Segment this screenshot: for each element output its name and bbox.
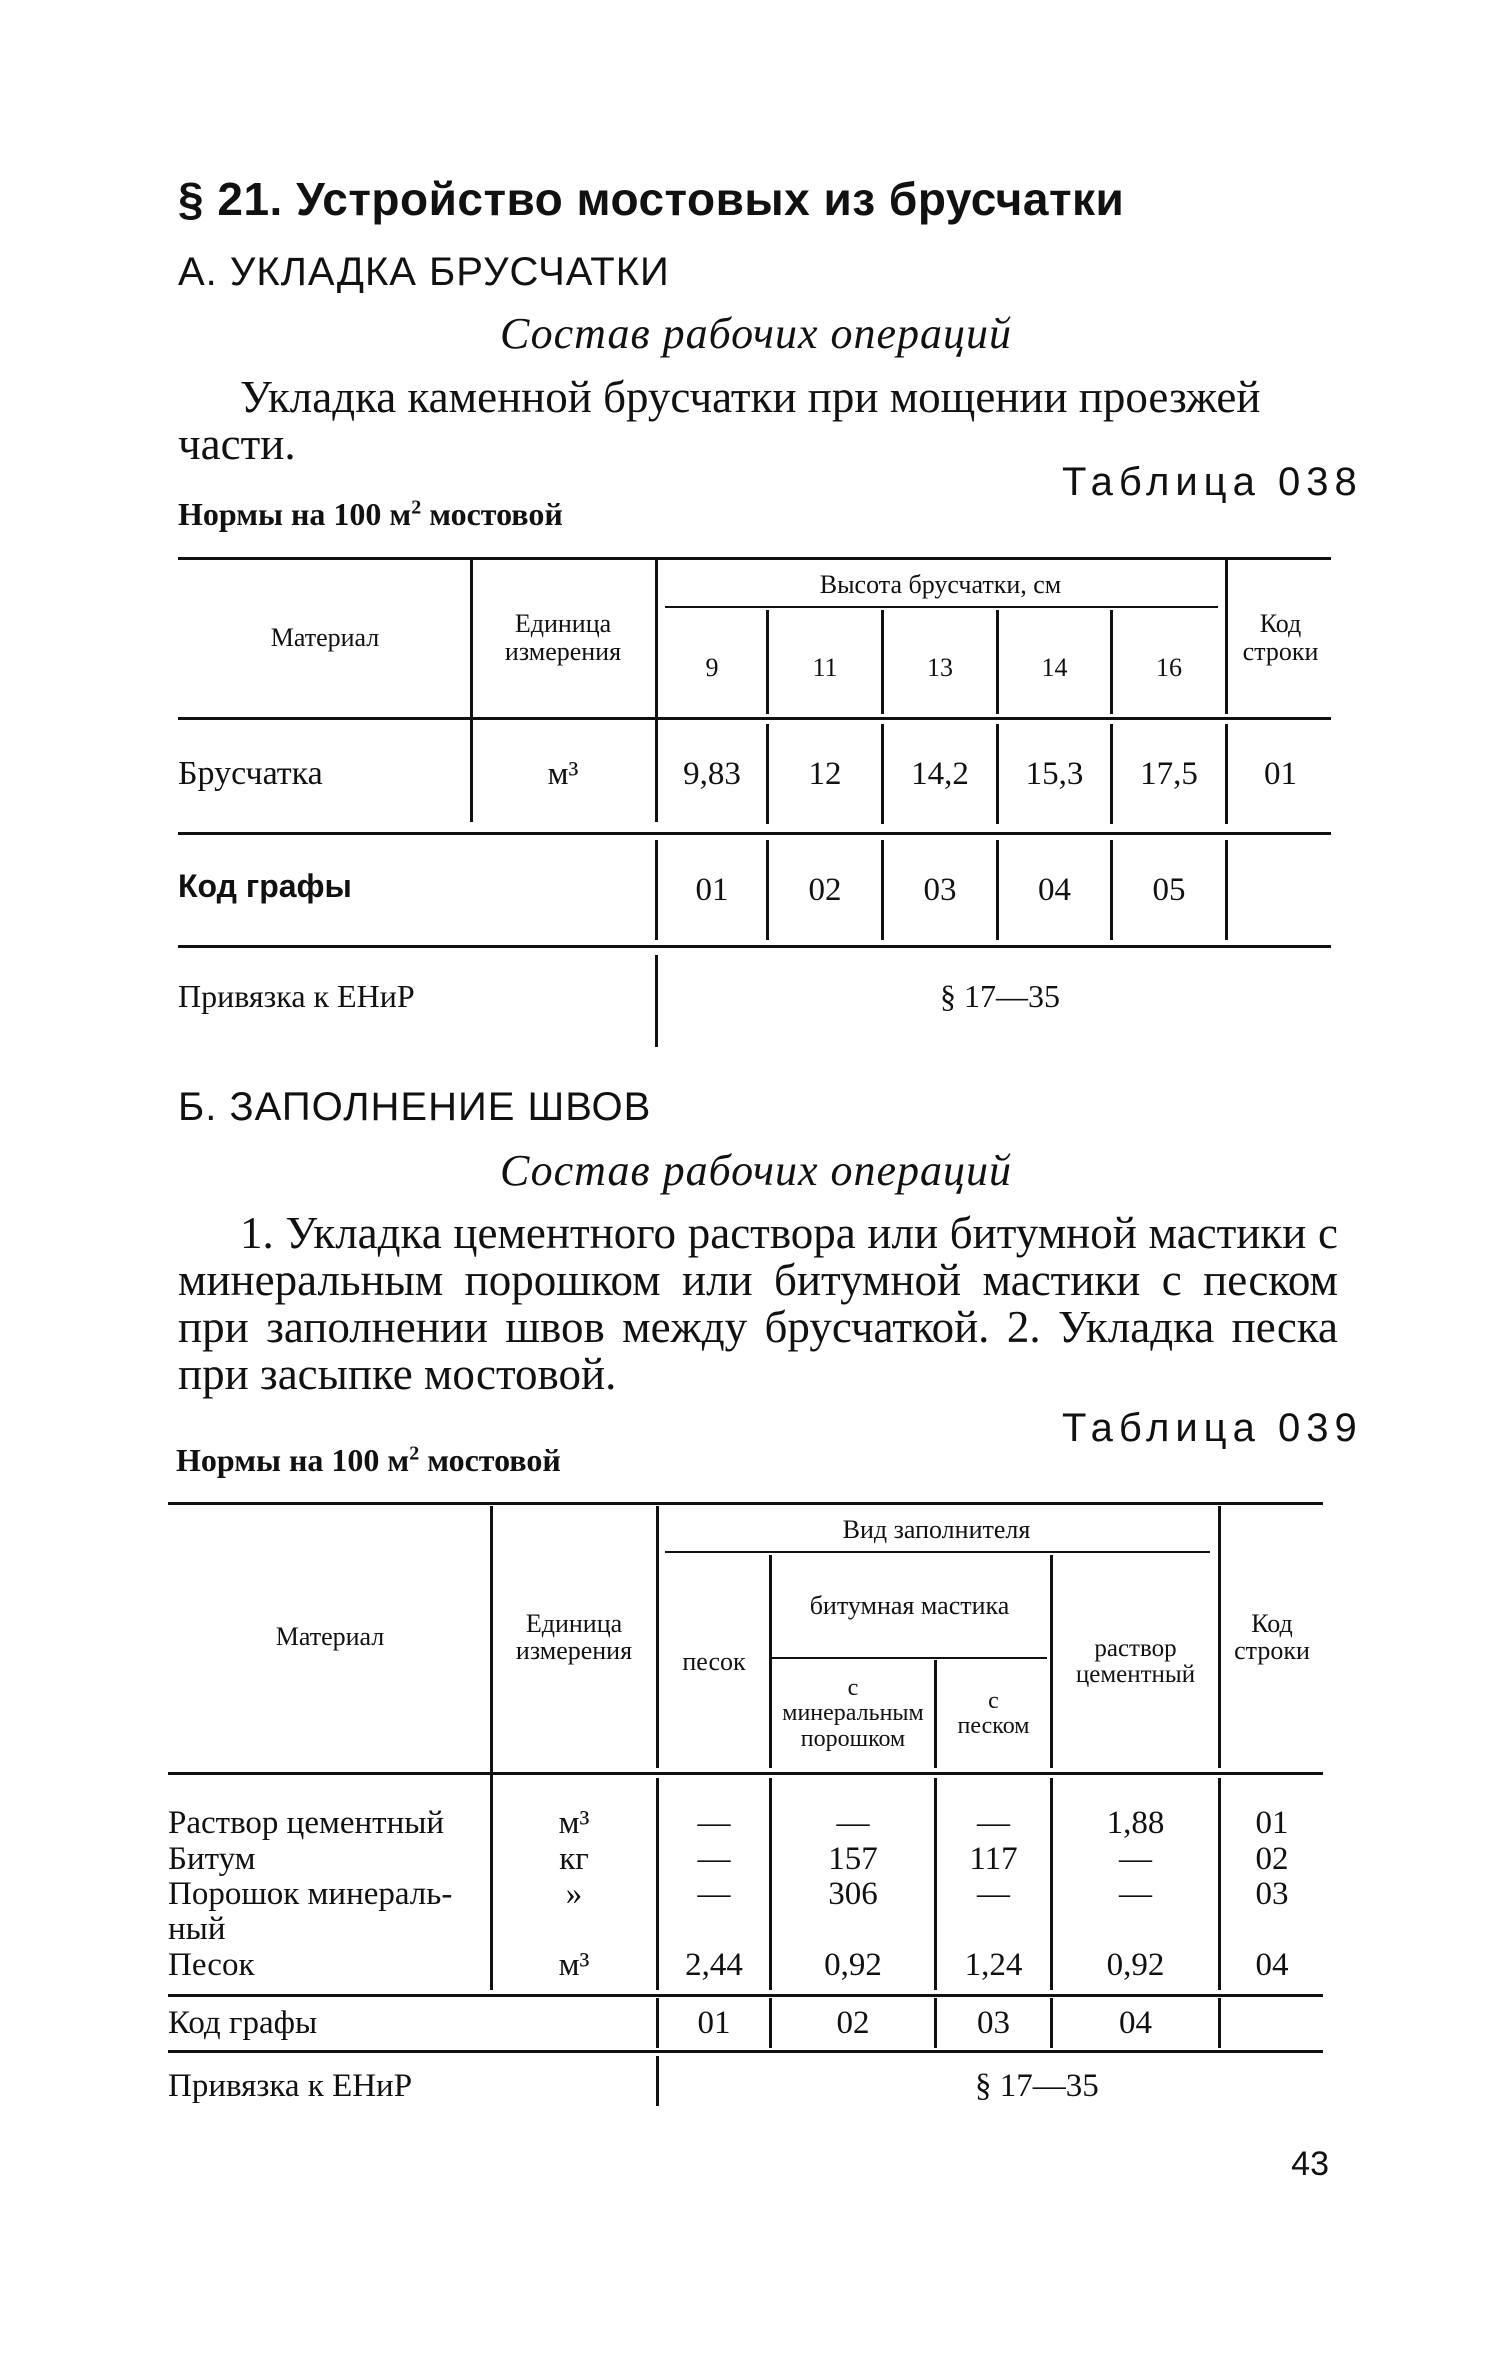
- row-unit: м³: [547, 755, 579, 792]
- row4-bit-sand: 1,24: [964, 1946, 1023, 1983]
- row3-code: 03: [1255, 1875, 1289, 1912]
- row-value-h16: 17,5: [1140, 755, 1198, 792]
- col-head-cement: раствор цементный: [1075, 1634, 1196, 1688]
- col-head-bitumen-sand: с песком: [957, 1687, 1030, 1739]
- row2-code: 02: [1255, 1840, 1289, 1877]
- row3-unit: »: [565, 1875, 583, 1912]
- col-head-h13: 13: [927, 652, 953, 682]
- row4-sand: 2,44: [685, 1946, 743, 1983]
- col-head-h14: 14: [1041, 652, 1068, 682]
- row2-bit-mineral: 157: [828, 1840, 878, 1877]
- row-value-h9: 9,83: [683, 755, 741, 792]
- graph-code-01: 01: [695, 871, 729, 908]
- table-038-norms: Нормы на 100 $м^2$ мостовой: [178, 496, 563, 532]
- row3-cement: —: [1119, 1875, 1152, 1912]
- row2-bit-sand: 117: [969, 1840, 1018, 1877]
- row4-bit-mineral: 0,92: [824, 1946, 882, 1983]
- row4-material: Песок: [168, 1947, 255, 1983]
- row-value-h11: 12: [808, 755, 842, 792]
- col-head-code: Код строки: [1234, 1608, 1310, 1665]
- part-a-ops-text: Укладка каменной брусчатки при мощении проезжей части.: [178, 372, 1261, 469]
- row1-sand: —: [697, 1804, 731, 1841]
- graph-code-02: 02: [808, 871, 842, 908]
- col-head-sand: песок: [682, 1647, 746, 1677]
- row3-material: Порошок минераль-: [168, 1876, 453, 1912]
- page-number: 43: [1291, 2145, 1329, 2183]
- table-038-number: Таблица 038: [1062, 460, 1363, 504]
- row-value-h14: 15,3: [1025, 755, 1084, 792]
- row3-material-cont: ный: [168, 1911, 226, 1947]
- row2-material: Битум: [168, 1841, 256, 1877]
- graph-code-03: 03: [923, 871, 957, 908]
- graph-code-03: 03: [977, 2004, 1010, 2041]
- graph-code-04: 04: [1038, 871, 1071, 908]
- part-b-ops-text: 1. Укладка цементного раствора или битумной мастики с минеральным порошком или битумной мастики с песком при заполнении швов между брусчаткой. 2. Укладка песка при засыпке мостовой.: [178, 1208, 1338, 1399]
- table-039-number: Таблица 039: [1062, 1406, 1363, 1450]
- row1-material: Раствор цементный: [168, 1805, 445, 1841]
- row-code: 01: [1264, 755, 1297, 792]
- binding-value: § 17—35: [940, 978, 1060, 1014]
- graph-code-01: 01: [697, 2004, 731, 2041]
- row2-unit: кг: [559, 1840, 589, 1877]
- graph-code-02: 02: [836, 2004, 870, 2041]
- part-a-ops-heading: Состав рабочих операций: [500, 309, 1013, 358]
- row2-sand: —: [697, 1840, 731, 1877]
- row1-code: 01: [1255, 1804, 1289, 1841]
- binding-label: Привязка к ЕНиР: [178, 978, 415, 1014]
- row1-bit-mineral: —: [836, 1804, 870, 1841]
- table-039-norms: Нормы на 100 $м^2$ мостовой: [176, 1442, 561, 1478]
- row1-cement: 1,88: [1106, 1804, 1165, 1841]
- section-title: § 21. Устройство мостовых из брусчатки: [178, 173, 1125, 225]
- part-a-heading: А. УКЛАДКА БРУСЧАТКИ: [178, 250, 670, 294]
- col-head-h9: 9: [705, 652, 719, 682]
- graph-code-label: Код графы: [168, 2005, 318, 2041]
- col-head-h11: 11: [812, 652, 838, 682]
- col-head-unit: Единица измерения: [515, 1608, 633, 1665]
- row-material: Брусчатка: [178, 755, 323, 792]
- col-head-h16: 16: [1156, 652, 1182, 682]
- binding-value: § 17—35: [975, 2068, 1099, 2104]
- row2-cement: —: [1119, 1840, 1152, 1877]
- binding-label: Привязка к ЕНиР: [168, 2068, 413, 2104]
- part-b-heading: Б. ЗАПОЛНЕНИЕ ШВОВ: [178, 1085, 652, 1129]
- row3-bit-mineral: 306: [828, 1875, 878, 1912]
- row3-bit-sand: —: [977, 1875, 1010, 1912]
- graph-code-04: 04: [1119, 2004, 1152, 2041]
- row3-sand: —: [697, 1875, 731, 1912]
- col-head-bitumen-mineral: с минеральным порошком: [782, 1675, 924, 1752]
- graph-code-label: Код графы: [178, 868, 352, 904]
- col-head-unit: Единица измерения: [504, 609, 622, 666]
- col-head-material: Материал: [270, 622, 380, 652]
- col-head-filler-group: Вид заполнителя: [842, 1515, 1031, 1545]
- row1-bit-sand: —: [977, 1804, 1010, 1841]
- col-head-bitumen: битумная мастика: [809, 1591, 1010, 1621]
- col-head-height-group: Высота брусчатки, см: [819, 570, 1062, 600]
- graph-code-05: 05: [1152, 871, 1186, 908]
- row4-cement: 0,92: [1106, 1946, 1165, 1983]
- part-b-ops-heading: Состав рабочих операций: [500, 1146, 1013, 1195]
- row4-code: 04: [1255, 1946, 1289, 1983]
- col-head-material: Материал: [275, 1622, 385, 1652]
- row1-unit: м³: [558, 1804, 590, 1841]
- row-value-h13: 14,2: [911, 755, 969, 792]
- row4-unit: м³: [558, 1946, 590, 1983]
- col-head-code: Код строки: [1242, 609, 1319, 666]
